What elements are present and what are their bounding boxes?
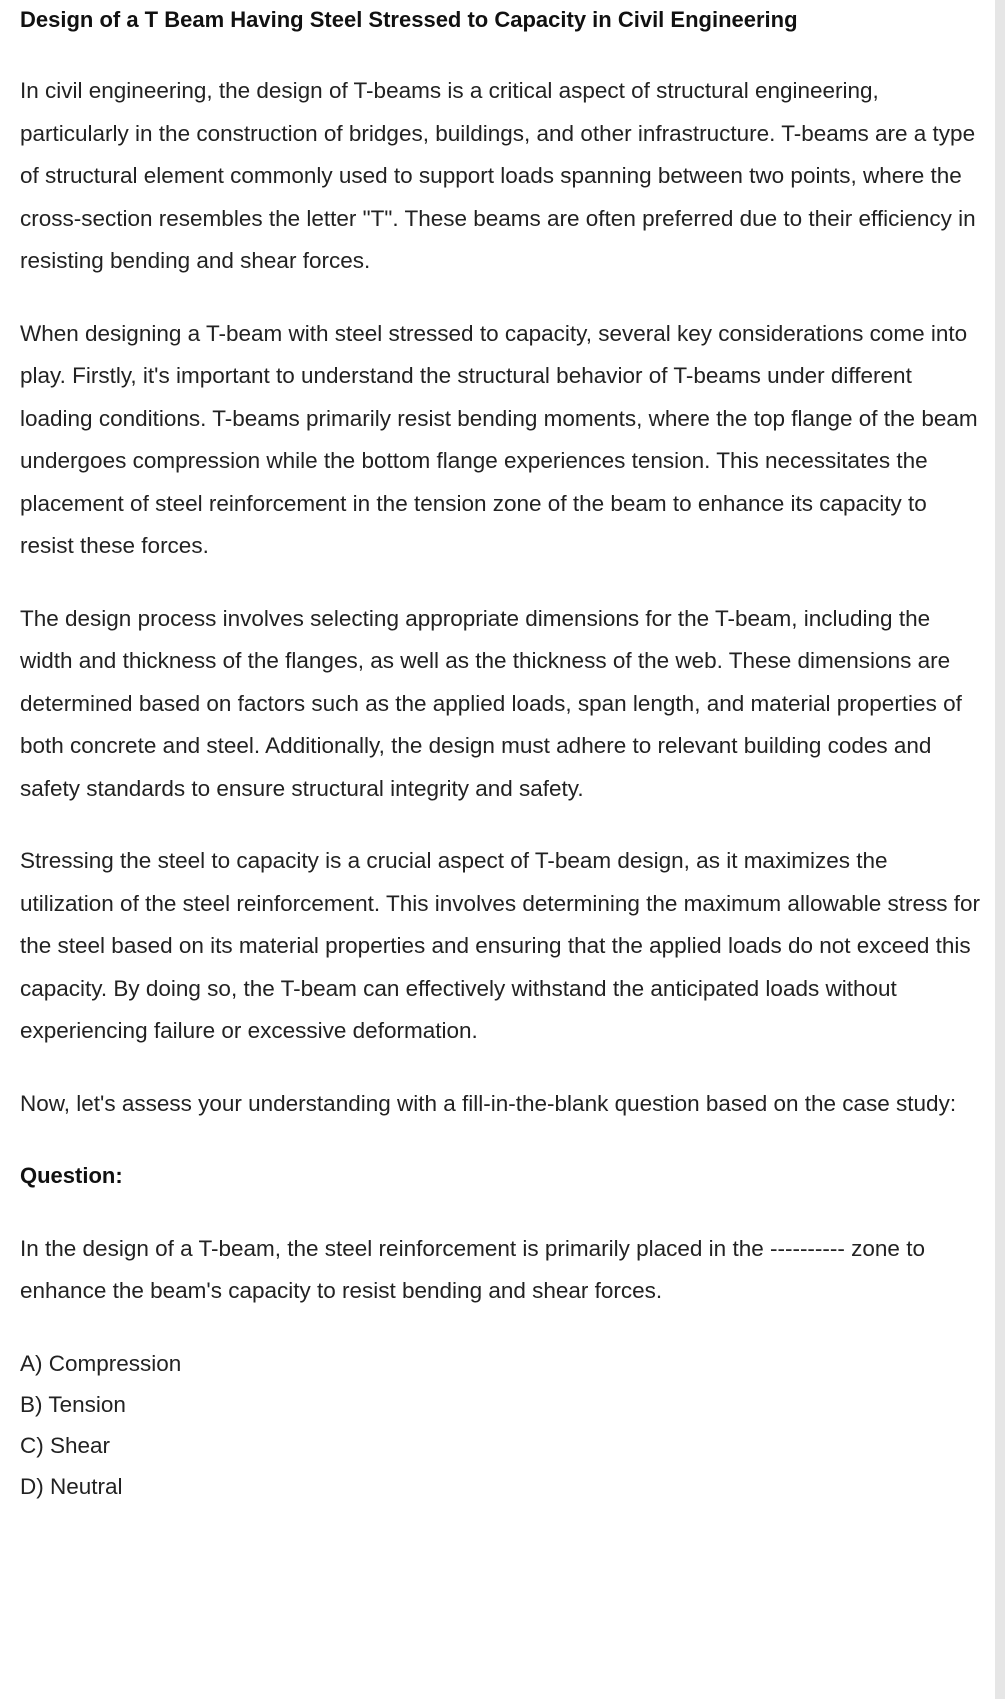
paragraph-intro: In civil engineering, the design of T-beams is a critical aspect of structural engineering, particularly in the construction of bridges, buildings, and other infrastructure. T-beams are a type of structural element commonly used to support loads spanning between two points, where the cross-section resembles the letter "T". These beams are often preferred due to their efficiency in resisting bending and shear forces. (20, 78, 976, 273)
paragraph-considerations: When designing a T-beam with steel stressed to capacity, several key considerations come into play. Firstly, it's important to understand the structural behavior of T-beams under different loading conditions. T-beams primarily resist bending moments, where the top flange of the beam undergoes compression while the bottom flange experiences tension. This necessitates the placement of steel reinforcement in the tension zone of the beam to enhance its capacity to resist these forces. (20, 320, 978, 558)
article-title: Design of a T Beam Having Steel Stressed to Capacity in Civil Engineering (20, 7, 798, 32)
answer-option-a: A) Compression (20, 1350, 182, 1376)
answer-options (20, 1343, 980, 1507)
paragraph-assessment-intro: Now, let's assess your understanding with a fill-in-the-blank question based on the case study: (20, 1090, 957, 1116)
question-label: Question: (20, 1163, 123, 1188)
answer-option-b: B) Tension (20, 1391, 126, 1417)
article-content (20, 0, 980, 1507)
paragraph-design-process: The design process involves selecting appropriate dimensions for the T-beam, including the width and thickness of the flanges, as well as the thickness of the web. These dimensions are determined based on factors such as the applied loads, span length, and material properties of both concrete and steel. Additionally, the design must adhere to relevant building codes and safety standards to ensure structural integrity and safety. (20, 605, 962, 801)
answer-option-d: D) Neutral (20, 1473, 123, 1499)
scrollbar-track[interactable] (995, 0, 1005, 1699)
answer-option-c: C) Shear (20, 1432, 111, 1458)
question-text: In the design of a T-beam, the steel reinforcement is primarily placed in the ---------- zone to enhance the beam's capacity to resist bending and shear forces. (20, 1235, 925, 1303)
paragraph-stressing-steel: Stressing the steel to capacity is a crucial aspect of T-beam design, as it maximizes the utilization of the steel reinforcement. This involves determining the maximum allowable stress for the steel based on its material properties and ensuring that the applied loads do not exceed this capacity. By doing so, the T-beam can effectively withstand the anticipated loads without experiencing failure or excessive deformation. (20, 848, 981, 1043)
